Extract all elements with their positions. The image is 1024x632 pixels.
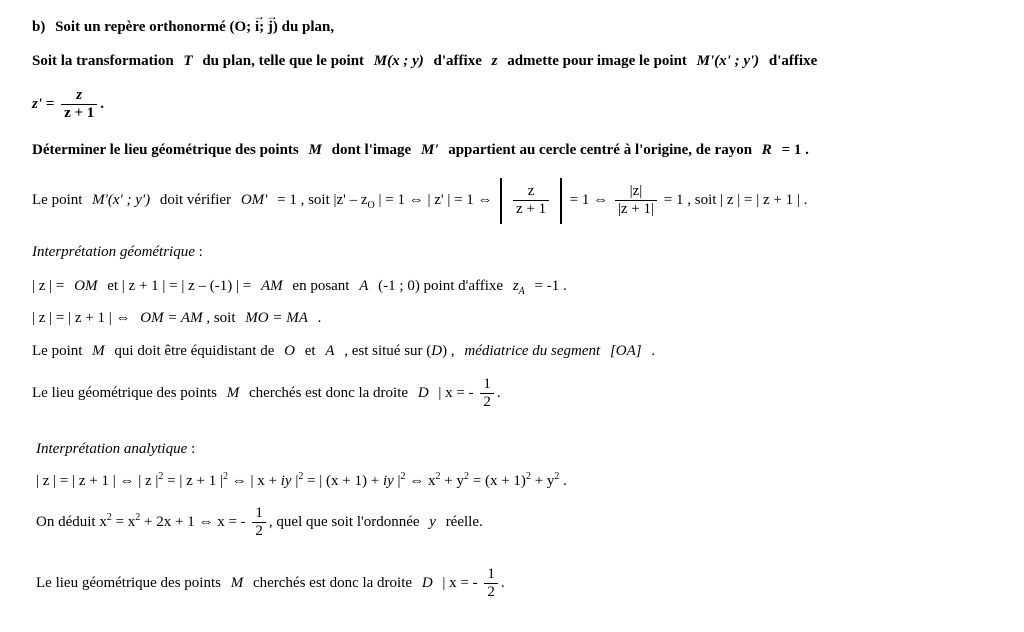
subscript-O: O xyxy=(367,200,375,211)
text: Le lieu géométrique des points xyxy=(32,385,217,401)
numerator: |z| xyxy=(615,183,657,201)
point-M: M xyxy=(92,343,105,359)
period: . xyxy=(100,96,105,112)
imaginary-iy: iy xyxy=(280,473,292,489)
text: cherchés est donc la droite xyxy=(248,385,409,401)
text: , quel que soit l'ordonnée xyxy=(268,514,420,530)
geo-conclusion xyxy=(32,373,501,413)
text: . xyxy=(500,575,505,591)
ana-line-2 xyxy=(36,502,483,542)
text: = 1 , soit | z | = | z + 1 | . xyxy=(663,192,808,208)
radius-R: R xyxy=(761,142,772,158)
text: . xyxy=(496,385,501,401)
numerator: 1 xyxy=(484,566,498,584)
denominator: 2 xyxy=(255,523,263,540)
text: Soit la transformation xyxy=(32,53,174,69)
part-label: b) xyxy=(32,19,46,35)
condition-line xyxy=(32,176,807,224)
fraction-abs-z-over-abs-z-plus-1 xyxy=(615,183,657,218)
text: + y xyxy=(530,473,555,489)
vector-i: → i xyxy=(255,18,259,36)
text: ⇔ x xyxy=(405,473,436,489)
imaginary-iy: iy xyxy=(382,473,394,489)
text: ⇔ | x + xyxy=(228,473,281,489)
text: d'affixe xyxy=(768,53,818,69)
point-M-prime: M' xyxy=(420,142,439,158)
affix-zA: z xyxy=(512,278,519,294)
section-title: Interprétation analytique xyxy=(36,441,188,457)
point-M: M xyxy=(230,575,244,591)
text: Le lieu géométrique des points xyxy=(36,575,221,591)
ana-title xyxy=(36,440,195,458)
numerator: z xyxy=(513,183,549,201)
text: Le point xyxy=(32,192,83,208)
repere-text-end: ) du plan, xyxy=(272,19,335,35)
repere-text-start: Soit un repère orthonormé (O; xyxy=(55,19,252,35)
exponent: 2 xyxy=(106,512,112,523)
fraction-z-over-z-plus-1 xyxy=(513,183,549,218)
exercise-header xyxy=(32,18,334,36)
exponent: 2 xyxy=(525,471,531,482)
exponent: 2 xyxy=(464,471,470,482)
exponent: 2 xyxy=(135,512,141,523)
text: . xyxy=(559,473,567,489)
text: = 1 ⇔ xyxy=(569,192,609,208)
distance-OM: OM xyxy=(74,278,98,294)
text: On déduit x xyxy=(36,514,107,530)
exponent: 2 xyxy=(158,471,164,482)
text: . xyxy=(317,310,322,326)
exponent: 2 xyxy=(554,471,560,482)
text: cherchés est donc la droite xyxy=(252,575,413,591)
distance-AM: AM xyxy=(260,278,283,294)
text: | z | = | z + 1 | ⇔ xyxy=(32,310,131,326)
text: | = 1 ⇔ | z' | = 1 ⇔ xyxy=(378,192,493,208)
point-M: M xyxy=(308,142,322,158)
text: en posant xyxy=(292,278,350,294)
geo-title xyxy=(32,243,203,261)
distance-OM-prime: OM' xyxy=(240,192,268,208)
geo-line-1 xyxy=(32,277,567,295)
text: | x = - xyxy=(442,575,478,591)
text: dont l'image xyxy=(331,142,412,158)
text: , soit xyxy=(206,310,236,326)
transformation-T: T xyxy=(183,53,193,69)
exponent: 2 xyxy=(223,471,229,482)
text: + y xyxy=(440,473,465,489)
denominator: 2 xyxy=(483,394,491,411)
transformation-line xyxy=(32,52,817,70)
text: admette pour image le point xyxy=(507,53,687,69)
exponent: 2 xyxy=(400,471,406,482)
text: + 2x + 1 ⇔ x = - xyxy=(140,514,246,530)
text: qui doit être équidistant de xyxy=(114,343,275,359)
fraction-one-half xyxy=(480,376,494,411)
denominator: z + 1 xyxy=(64,105,95,122)
text: d'affixe xyxy=(433,53,482,69)
ana-line-1 xyxy=(36,472,567,490)
absolute-bar-right xyxy=(560,178,562,224)
point-M: M xyxy=(226,385,240,401)
text: , est situé sur ( xyxy=(344,343,432,359)
text: Déterminer le lieu géométrique des points xyxy=(32,142,299,158)
point-M-prime: M'(x' ; y') xyxy=(92,192,151,208)
text: . xyxy=(651,343,656,359)
exponent: 2 xyxy=(298,471,304,482)
equation-MO-MA: MO = MA xyxy=(245,310,308,326)
section-title: Interprétation géométrique xyxy=(32,244,195,260)
equation-OM-AM: OM = AM xyxy=(140,310,203,326)
point-A: A xyxy=(325,343,335,359)
text: = 1 . xyxy=(781,142,809,158)
z-prime-label: z' = xyxy=(32,96,55,112)
text: ) , xyxy=(442,343,455,359)
point-A: A xyxy=(359,278,369,294)
text: = (x + 1) xyxy=(469,473,526,489)
ana-conclusion xyxy=(36,563,505,603)
variable-y: y xyxy=(429,514,436,530)
point-M-prime: M'(x' ; y') xyxy=(696,53,760,69)
exponent: 2 xyxy=(435,471,441,482)
numerator: z xyxy=(61,87,97,105)
vector-j: → j xyxy=(268,18,273,36)
text: = x xyxy=(111,514,136,530)
transformation-formula xyxy=(32,86,104,122)
line-D: D xyxy=(431,343,443,359)
text: Le point xyxy=(32,343,83,359)
question-line xyxy=(32,141,809,159)
numerator: 1 xyxy=(480,376,494,394)
text: = | z + 1 | xyxy=(163,473,224,489)
text: | xyxy=(291,473,299,489)
subscript-A: A xyxy=(518,286,525,297)
text: | xyxy=(393,473,401,489)
denominator: 2 xyxy=(487,584,495,601)
text: = -1 . xyxy=(534,278,567,294)
text: (-1 ; 0) point d'affixe xyxy=(378,278,504,294)
line-D: D xyxy=(421,575,433,591)
point-O: O xyxy=(284,343,295,359)
text: | z | = | z + 1 | ⇔ | z | xyxy=(36,473,159,489)
text: réelle. xyxy=(445,514,483,530)
segment-OA: [OA] xyxy=(609,343,642,359)
fraction-z-over-z-plus-1 xyxy=(61,87,97,122)
denominator: z + 1 xyxy=(516,201,547,218)
text: | z | = xyxy=(32,278,65,294)
geo-line-2 xyxy=(32,309,321,327)
text: et | z + 1 | = | z – (-1) | = xyxy=(107,278,252,294)
affix-z: z xyxy=(491,53,498,69)
mediatrice-text: médiatrice du segment xyxy=(464,343,601,359)
text: doit vérifier xyxy=(159,192,232,208)
vector-separator: ; xyxy=(259,19,265,35)
text: appartient au cercle centré à l'origine, de rayon xyxy=(448,142,753,158)
colon: : xyxy=(194,244,203,260)
text: et xyxy=(304,343,316,359)
text: = 1 , soit |z' – z xyxy=(277,192,368,208)
text: | x = - xyxy=(438,385,474,401)
fraction-one-half xyxy=(484,566,498,601)
colon: : xyxy=(187,441,196,457)
text: = | (x + 1) + xyxy=(303,473,383,489)
numerator: 1 xyxy=(252,505,266,523)
denominator: |z + 1| xyxy=(617,201,655,218)
point-M: M(x ; y) xyxy=(373,53,424,69)
fraction-one-half xyxy=(252,505,266,540)
line-D: D xyxy=(417,385,429,401)
geo-line-3 xyxy=(32,342,655,360)
text: du plan, telle que le point xyxy=(202,53,365,69)
absolute-bar-left xyxy=(500,178,502,224)
